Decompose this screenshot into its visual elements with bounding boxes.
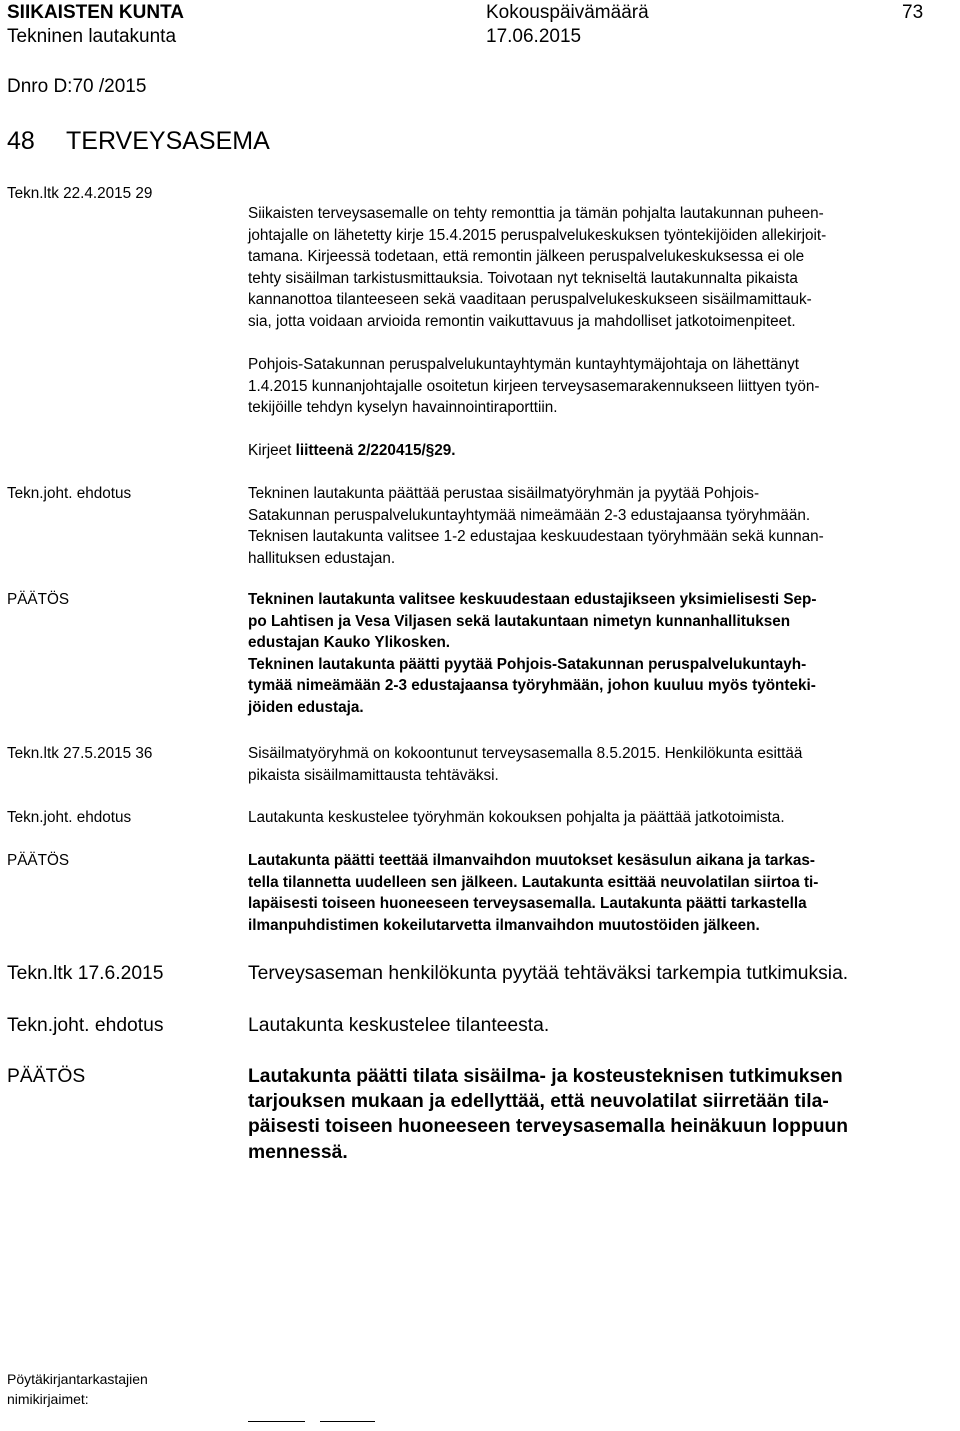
paragraph-line: Tekninen lautakunta valitsee keskuudestaan edustajikseen yksimielisesti Sep- [248,591,817,608]
entry-paragraph [248,807,958,829]
paragraph-line: Satakunnan peruspalvelukuntayhtymää nimeämään 2-3 edustajaansa työryhmään. [248,506,811,524]
meeting-date-label: Kokouspäivämäärä [486,2,649,23]
paragraph-line: edustajan Kauko Ylikosken. [248,634,451,651]
attachment-prefix: Kirjeet [248,442,296,459]
attachment-note [248,440,958,462]
paragraph-line: Lautakunta keskustelee työryhmän kokouksen pohjalta ja päättää jatkotoimista. [248,809,785,826]
meeting-date: 17.06.2015 [486,26,582,47]
entry-paragraph [248,961,958,986]
footer-label-line: Pöytäkirjantarkastajien [7,1371,148,1387]
paragraph-line: Lautakunta päätti tilata sisäilma- ja kosteusteknisen tutkimuksen [248,1066,843,1087]
decision-paragraph [248,850,958,936]
paragraph-line: Teknisen lautakunta valitsee 1-2 edustajaa keskuudestaan työryhmään sekä kunnan- [248,528,824,545]
paragraph-line: Lautakunta päätti teettää ilmanvaihdon muutokset kesäsulun aikana ja tarkas- [248,852,816,869]
footer-label-line: nimikirjaimet: [7,1391,89,1407]
entry-label: Tekn.joht. ehdotus [7,809,132,826]
entry-paragraph [248,743,958,786]
entry-paragraph [248,1013,958,1038]
paragraph-line: Siikaisten terveysasemalle on tehty remonttia ja tämän pohjalta lautakunnan puheen- [248,205,824,222]
paragraph-line: jöiden edustaja. [248,698,364,716]
decision-paragraph [248,589,958,718]
paragraph-line: pikaista sisäilmamittausta tehtäväksi. [248,766,499,784]
committee-name: Tekninen lautakunta [7,26,177,47]
paragraph-line: Tekninen lautakunta päätti pyytää Pohjois-Satakunnan peruspalvelukuntayh- [248,655,807,673]
section-title: TERVEYSASEMA [66,127,270,155]
municipality-name: SIIKAISTEN KUNTA [7,2,184,23]
decision-label: PÄÄTÖS [7,1066,86,1087]
paragraph-line: päisesti toiseen huoneeseen terveysasemalla heinäkuun loppuun [248,1116,849,1138]
attachment-reference: liitteenä 2/220415/§29. [295,442,456,459]
paragraph-line: po Lahtisen ja Vesa Viljasen sekä lautakuntaan nimetyn kunnanhallituksen [248,612,791,630]
paragraph-line: sia, jotta voidaan arvioida remontin vaikuttavuus ja mahdolliset jatkotoimenpiteet. [248,312,796,330]
paragraph-line: tymää nimeämään 2-3 edustajaansa työryhmään, johon kuuluu myös työnteki- [248,677,816,694]
decision-label: PÄÄTÖS [7,591,70,608]
entry-reference: Tekn.ltk 22.4.2015 29 [7,185,153,202]
decision-label: PÄÄTÖS [7,852,70,869]
decision-paragraph [248,1064,958,1165]
entry-reference: Tekn.ltk 17.6.2015 [7,963,164,984]
paragraph-line: kannanottoa tilanteeseen sekä vaaditaan peruspalvelukeskukseen sisäilmamittauk- [248,291,812,308]
section-number: 48 [7,127,35,155]
entry-label: Tekn.joht. ehdotus [7,485,132,502]
page-number: 73 [902,2,924,23]
record-number: Dnro D:70 /2015 [7,76,147,97]
signature-line [248,1421,305,1422]
paragraph-line: hallituksen edustajan. [248,549,396,567]
paragraph-line: lapäisesti toiseen huoneeseen terveysasemalla. Lautakunta päätti tarkastella [248,895,807,912]
paragraph-line: mennessä. [248,1141,348,1163]
paragraph-line: johtajalle on lähetetty kirje 15.4.2015 peruspalvelukeskuksen työntekijöiden allekirjoit- [248,226,827,244]
signature-line [320,1421,375,1422]
paragraph-line: Sisäilmatyöryhmä on kokoontunut terveysasemalla 8.5.2015. Henkilökunta esittää [248,745,803,762]
paragraph-line: 1.4.2015 kunnanjohtajalle osoitetun kirjeen terveysasemarakennukseen liittyen työn- [248,377,820,395]
paragraph-line: ilmanpuhdistimen kokeilutarvetta ilmanvaihdon muutostöiden jälkeen. [248,916,760,934]
paragraph-line: Terveysaseman henkilökunta pyytää tehtäväksi tarkempia tutkimuksia. [248,963,849,984]
entry-paragraph [248,203,958,332]
paragraph-line: tehty sisäilman tarkistusmittauksia. Toivotaan nyt tekniseltä lautakunnalta pikaista [248,269,798,287]
paragraph-line: Pohjois-Satakunnan peruspalvelukuntayhtymän kuntayhtymäjohtaja on lähettänyt [248,356,800,373]
entry-reference: Tekn.ltk 27.5.2015 36 [7,745,153,762]
paragraph-line: Lautakunta keskustelee tilanteesta. [248,1015,550,1036]
paragraph-line: tella tilannetta uudelleen sen jälkeen. Lautakunta esittää neuvolatilan siirtoa ti- [248,873,819,891]
entry-paragraph [248,354,958,419]
paragraph-line: tarjouksen mukaan ja edellyttää, että neuvolatilat siirretään tila- [248,1091,829,1113]
entry-paragraph [248,483,958,569]
paragraph-line: tamana. Kirjeessä todetaan, että remontin jälkeen peruspalvelukeskuksessa ei ole [248,248,805,265]
paragraph-line: tekijöille tehdyn kyselyn havainnointiraporttiin. [248,399,558,416]
footer-label [7,1369,148,1409]
paragraph-line: Tekninen lautakunta päättää perustaa sisäilmatyöryhmän ja pyytää Pohjois- [248,485,760,502]
entry-label: Tekn.joht. ehdotus [7,1015,164,1036]
